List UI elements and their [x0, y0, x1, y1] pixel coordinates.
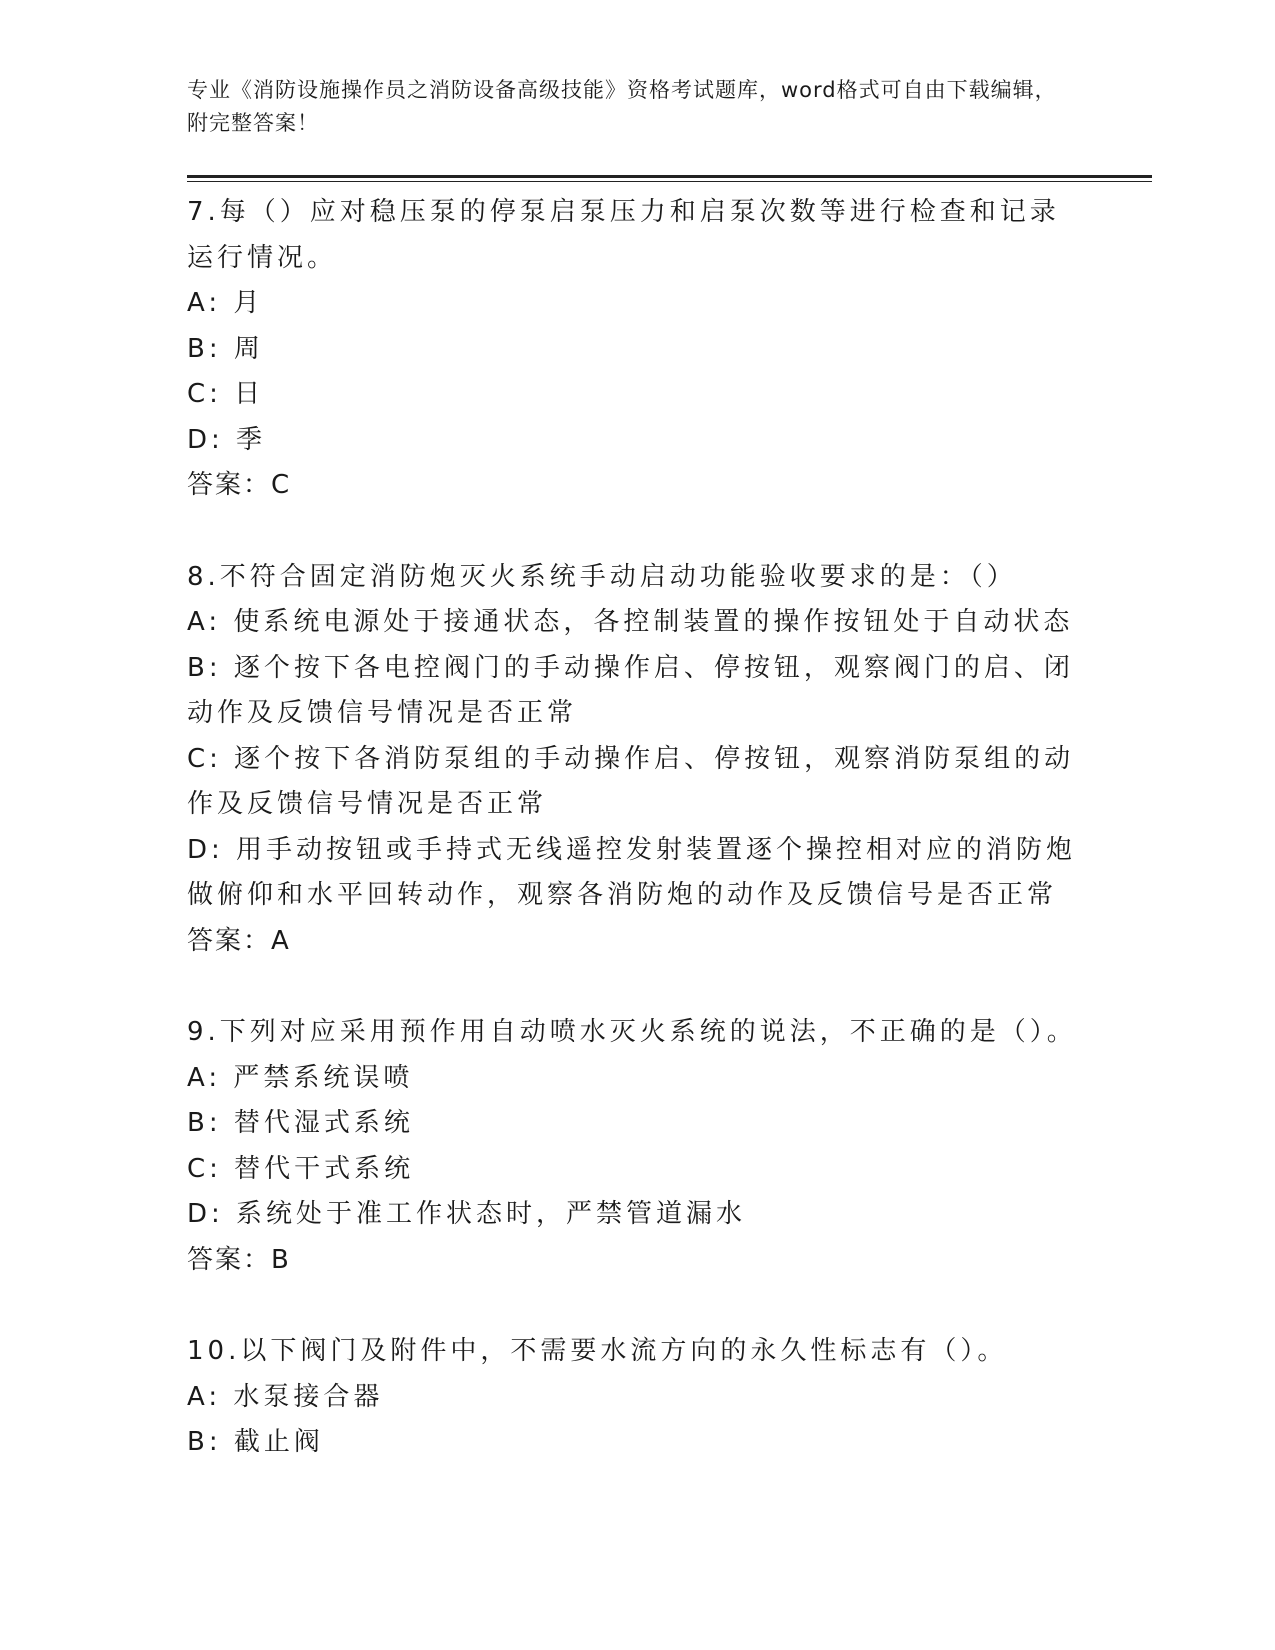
option-b: B: 周 — [187, 333, 264, 364]
question-10 — [187, 1329, 1087, 1466]
question-stem: 9.下列对应采用预作用自动喷水灭火系统的说法，不正确的是（）。 — [187, 1017, 1077, 1047]
option-d: D: 用手动按钮或手持式无线遥控发射装置逐个操控相对应的消防炮做俯仰和水平回转动作，观察各消防炮的动作及反馈信号是否正常 — [187, 834, 1077, 910]
question-stem: 7.每（）应对稳压泵的停泵启泵压力和启泵次数等进行检查和记录运行情况。 — [187, 197, 1060, 273]
option-c: C: 逐个按下各消防泵组的手动操作启、停按钮，观察消防泵组的动作及反馈信号情况是否正常 — [187, 743, 1075, 819]
question-8 — [187, 555, 1087, 965]
answer: 答案：B — [187, 1244, 291, 1275]
option-c: C: 替代干式系统 — [187, 1153, 415, 1184]
answer: 答案：A — [187, 925, 291, 956]
option-a: A: 月 — [187, 288, 264, 318]
question-9 — [187, 1010, 1087, 1283]
option-b: B: 截止阀 — [187, 1427, 324, 1457]
header-divider — [187, 175, 1152, 178]
option-c: C: 日 — [187, 379, 265, 409]
option-d: D: 系统处于准工作状态时，严禁管道漏水 — [187, 1199, 747, 1229]
question-7 — [187, 190, 1087, 509]
answer: 答案：C — [187, 470, 292, 500]
option-a: A: 使系统电源处于接通状态，各控制装置的操作按钮处于自动状态 — [187, 607, 1074, 637]
question-stem: 10.以下阀门及附件中，不需要水流方向的永久性标志有（）。 — [187, 1336, 1008, 1366]
option-a: A: 严禁系统误喷 — [187, 1062, 414, 1093]
question-list — [187, 190, 1087, 1512]
header-divider-thin — [187, 181, 1152, 182]
option-a: A: 水泵接合器 — [187, 1381, 384, 1412]
document-header: 专业《消防设施操作员之消防设备高级技能》资格考试题库，word格式可自由下载编辑，附完整答案！ — [187, 78, 1057, 135]
option-b: B: 逐个按下各电控阀门的手动操作启、停按钮，观察阀门的启、闭动作及反馈信号情况是否正常 — [187, 652, 1074, 728]
option-d: D: 季 — [187, 424, 267, 455]
question-stem: 8.不符合固定消防炮灭火系统手动启动功能验收要求的是：（） — [187, 561, 1017, 592]
option-b: B: 替代湿式系统 — [187, 1108, 414, 1138]
